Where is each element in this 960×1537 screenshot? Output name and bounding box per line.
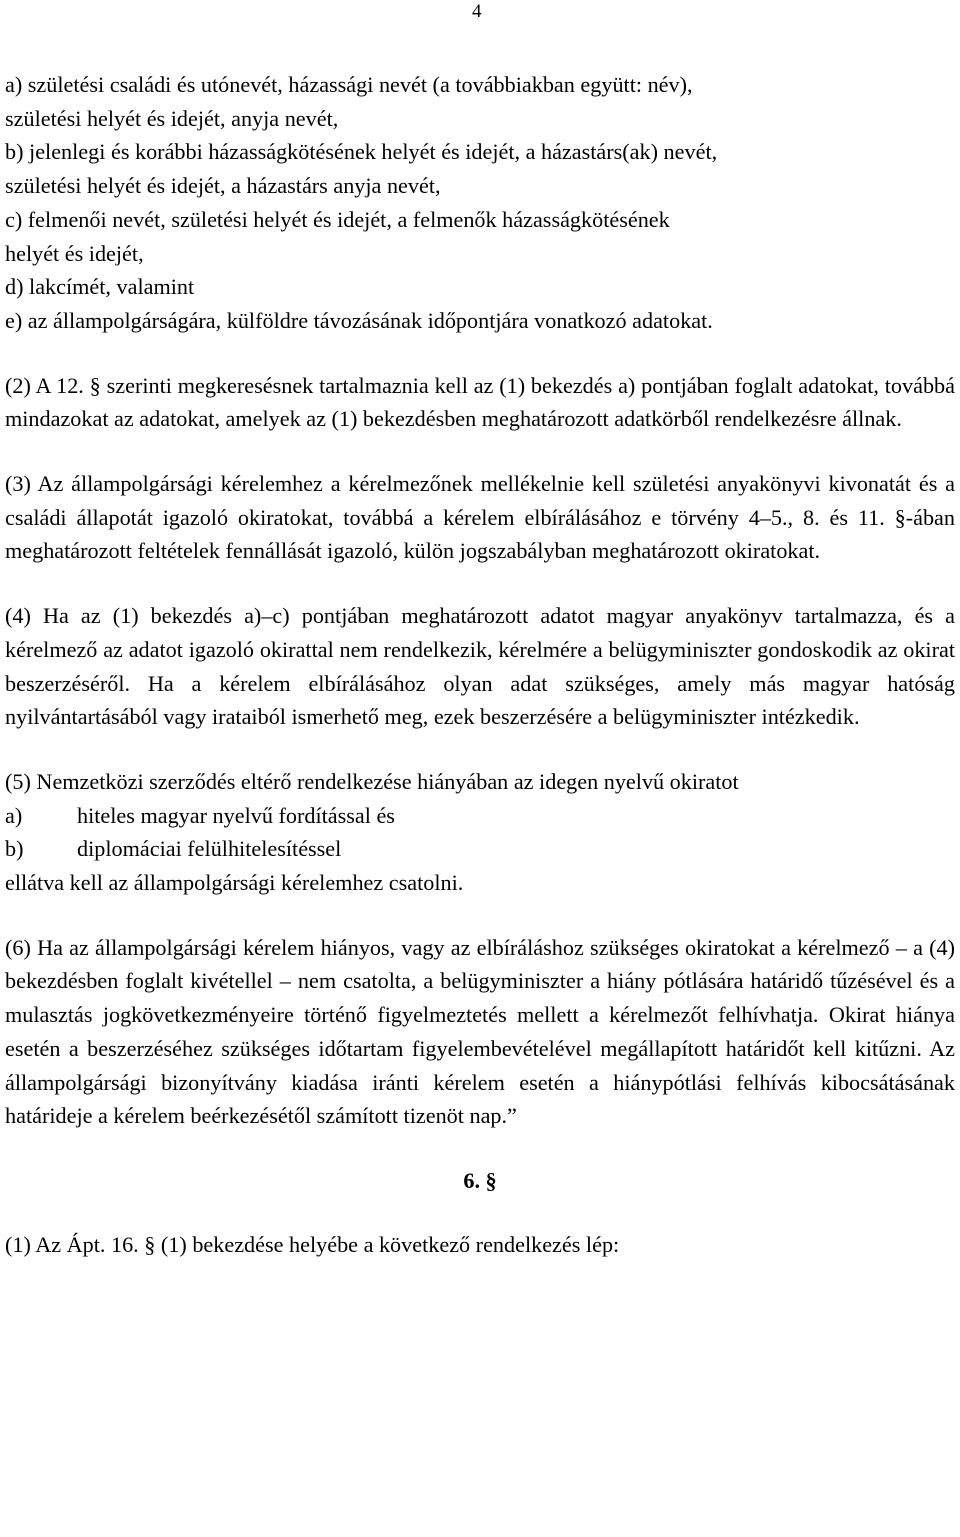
intro-line: b) jelenlegi és korábbi házasságkötésének helyét és idejét, a házastárs(ak) nevét, bbox=[5, 139, 718, 165]
last-line: (1) Az Ápt. 16. § (1) bekezdése helyébe a következő rendelkezés lép: bbox=[5, 1231, 620, 1257]
list-item-text: hiteles magyar nyelvű fordítással és bbox=[77, 802, 395, 828]
list-item-text: diplomáciai felülhitelesítéssel bbox=[77, 836, 342, 862]
paragraph-2: (2) A 12. § szerinti megkeresésnek tartalmaznia kell az (1) bekezdés a) pontjában foglalt adatokat, továbbá mindazokat az adatokat, amelyek az (1) bekezdésben meghatározott adatkörből rendelkezésre állnak. bbox=[5, 372, 955, 432]
intro-line: d) lakcímét, valamint bbox=[5, 274, 195, 300]
paragraph-5 bbox=[5, 765, 955, 900]
intro-line: c) felmenői nevét, születési helyét és idejét, a felmenők házasságkötésének bbox=[5, 206, 670, 232]
document-body bbox=[5, 68, 955, 1261]
intro-line: születési helyét és idejét, a házastárs anyja nevét, bbox=[5, 173, 441, 199]
intro-line: a) születési családi és utónevét, házassági nevét (a továbbiakban együtt: név), bbox=[5, 72, 693, 97]
intro-list bbox=[5, 68, 955, 338]
intro-line: helyét és idejét, bbox=[5, 240, 144, 266]
paragraph-4: (4) Ha az (1) bekezdés a)–c) pontjában meghatározott adatot magyar anyakönyv tartalmazza, és a kérelmező az adatot igazoló okirattal nem rendelkezik, kérelmére a belügyminiszter gondoskodik az okirat beszerzéséről. Ha a kérelem elbírálásához olyan adat szükséges, amely más magyar hatóság nyilvántartásából vagy irataiból ismerhető meg, ezek beszerzésére a belügyminiszter intézkedik. bbox=[5, 603, 955, 730]
paragraph-6: (6) Ha az állampolgársági kérelem hiányos, vagy az elbíráláshoz szükséges okiratokat a kérelmező – a (4) bekezdésben foglalt kivétellel – nem csatolta, a belügyminiszter a hiány pótlására határidő tűzésével és a mulasztás jogkövetkezményeire történő figyelmeztetés mellett a kérelmezőt felhívhatja. Okirat hiánya esetén a beszerzéséhez szükséges időtartam figyelembevételével megállapított határidőt kell kitűzni. Az állampolgársági bizonyítvány kiadása iránti kérelem esetén a hiánypótlási felhívás kibocsátásának határideje a kérelem beérkezésétől számított tizenöt nap.” bbox=[5, 934, 955, 1129]
intro-line: e) az állampolgárságára, külföldre távozásának időpontjára vonatkozó adatokat. bbox=[5, 307, 713, 333]
intro-line: születési helyét és idejét, anyja nevét, bbox=[5, 105, 339, 131]
paragraph-5-intro: (5) Nemzetközi szerződés eltérő rendelkezése hiányában az idegen nyelvű okiratot bbox=[5, 768, 739, 794]
list-item bbox=[5, 799, 955, 833]
list-item-mark: a) bbox=[5, 802, 23, 828]
paragraph-3: (3) Az állampolgársági kérelemhez a kérelmezőnek mellékelnie kell születési anyakönyvi kivonatát és a családi állapotát igazoló okiratokat, továbbá a kérelem elbírálásához e törvény 4–5., 8. és 11. §-ában meghatározott feltételek fennállását igazoló, külön jogszabályban meghatározott okiratokat. bbox=[5, 471, 955, 564]
section-heading: 6. § bbox=[463, 1167, 497, 1193]
list-item bbox=[5, 832, 955, 866]
list-item-mark: b) bbox=[5, 836, 24, 862]
paragraph-5-closing: ellátva kell az állampolgársági kérelemhez csatolni. bbox=[5, 870, 464, 896]
page-number: 4 bbox=[472, 1, 482, 22]
